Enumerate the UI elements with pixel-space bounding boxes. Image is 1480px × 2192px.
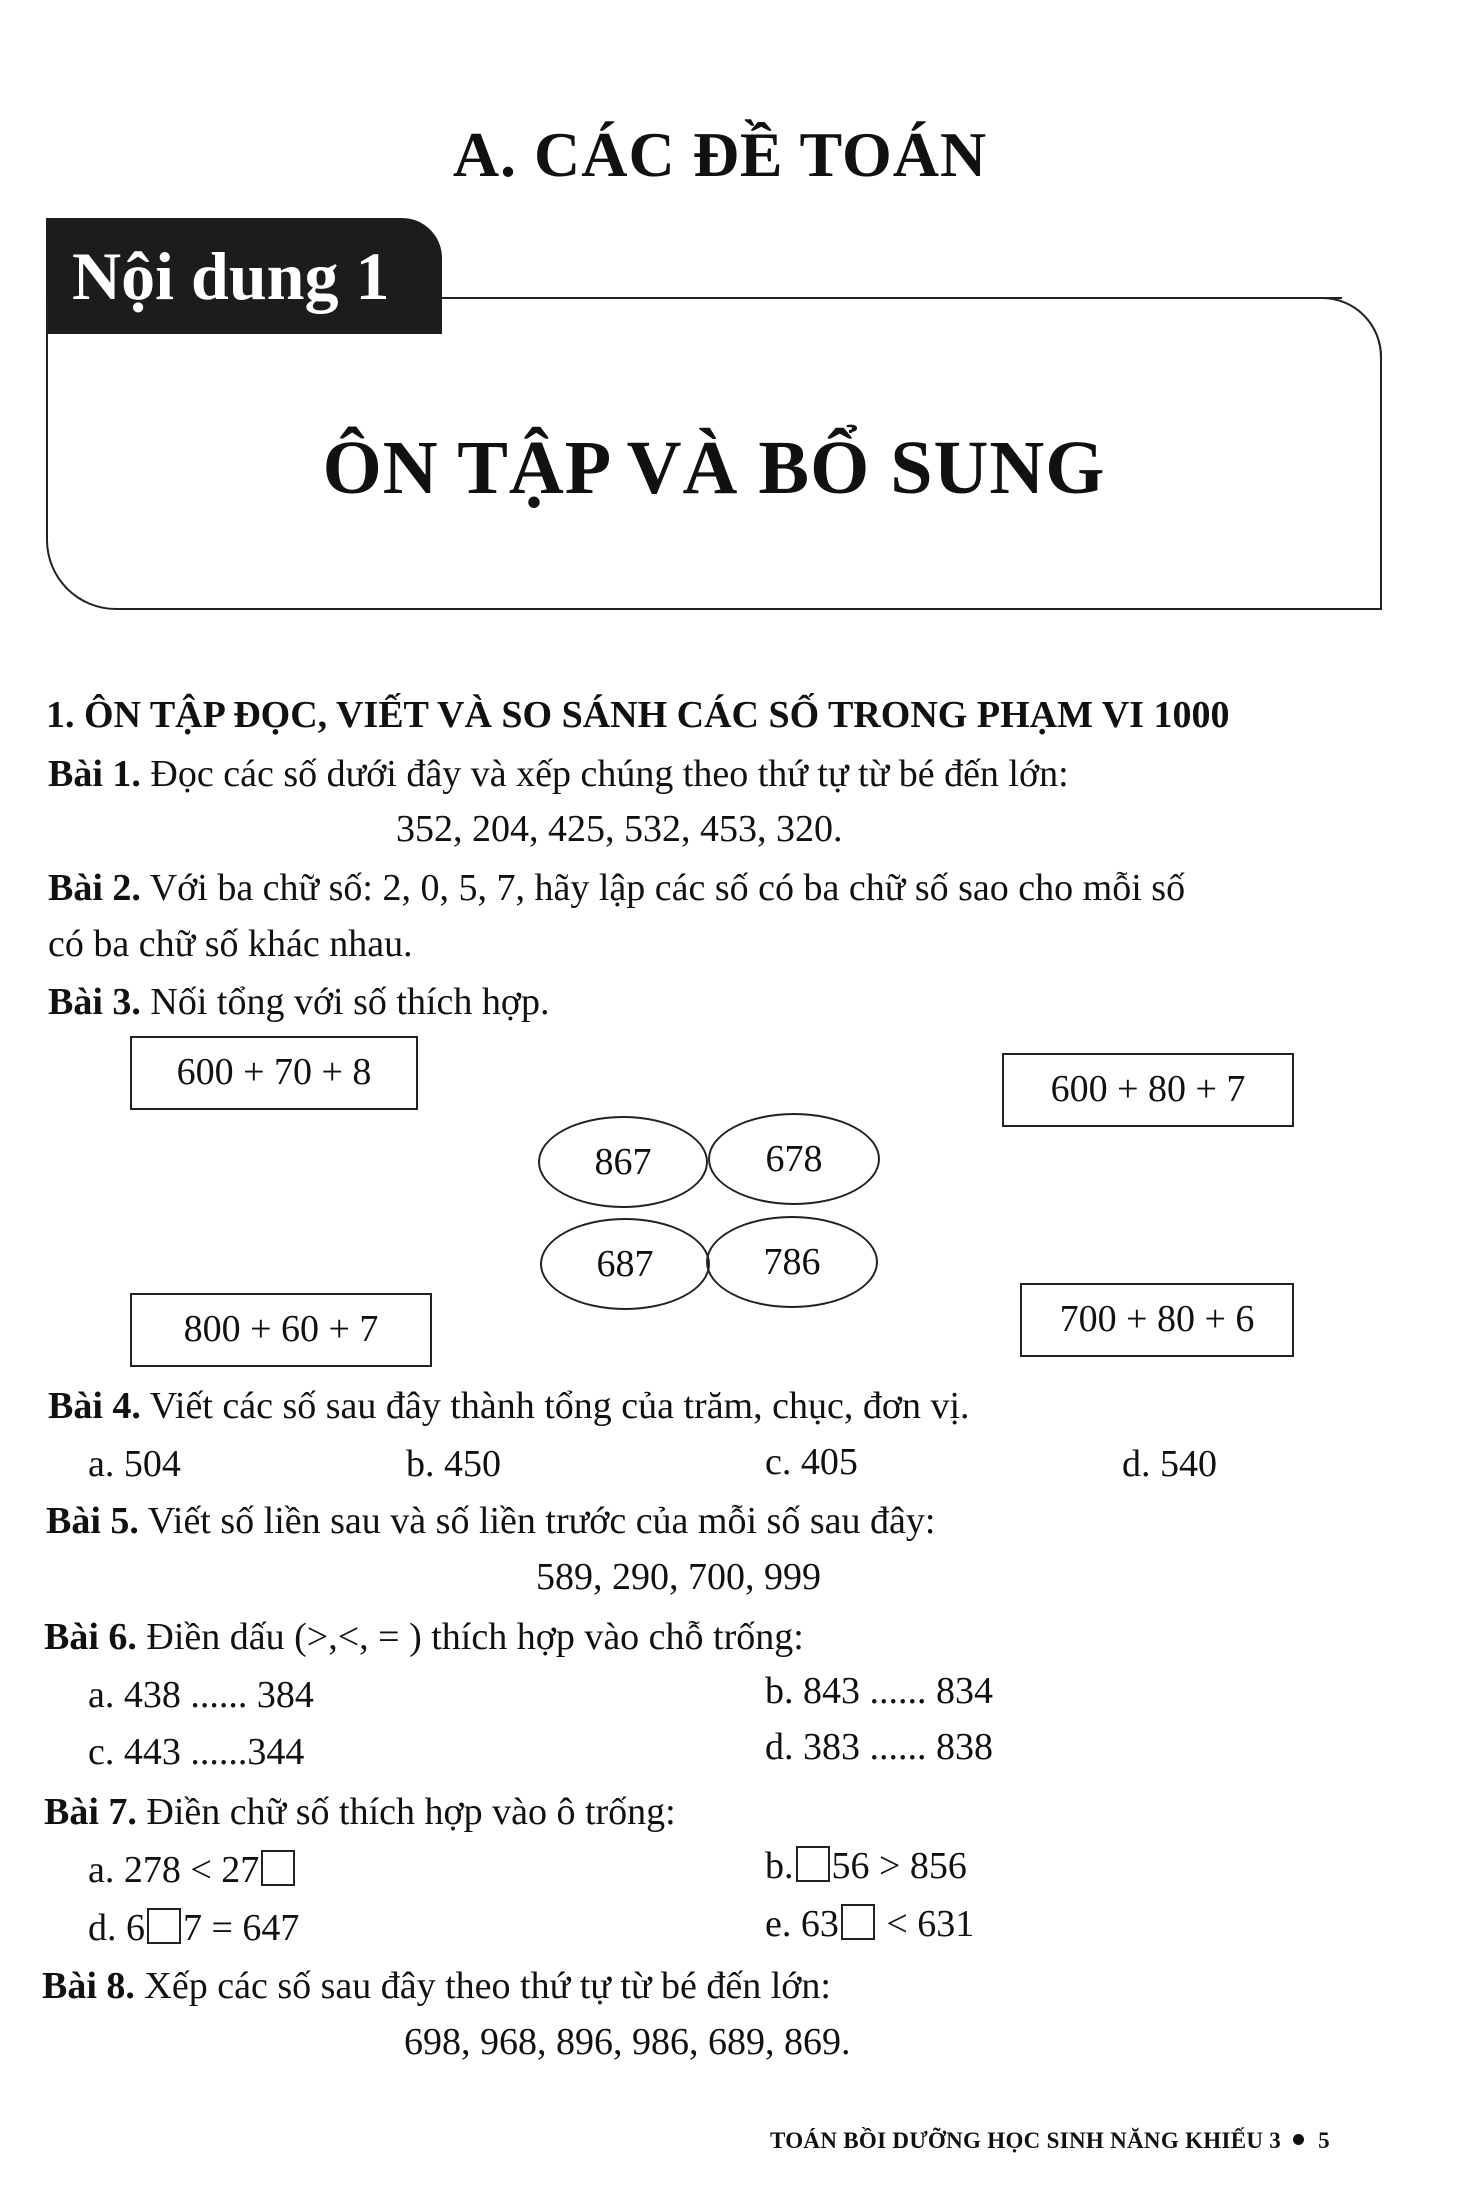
number-oval-678: 678 — [708, 1113, 880, 1205]
sum-box-2: 600 + 80 + 7 — [1002, 1053, 1294, 1127]
bullet-icon — [1293, 2134, 1304, 2145]
item-text: e. 63 — [765, 1903, 839, 1945]
exercise-text: Xếp các số sau đây theo thứ tự từ bé đến lớn: — [134, 1965, 831, 2007]
book-title: TOÁN BỒI DƯỠNG HỌC SINH NĂNG KHIẾU 3 — [770, 2128, 1282, 2153]
exercise-1-numbers: 352, 204, 425, 532, 453, 320. — [396, 808, 843, 850]
exercise-label: Bài 1. — [48, 753, 141, 795]
exercise-3 — [48, 980, 549, 1024]
number-oval-687: 687 — [540, 1218, 710, 1310]
exercise-7-item-d — [88, 1906, 299, 1950]
item-text: 7 = 647 — [183, 1907, 300, 1949]
exercise-4-item-a: a. 504 — [88, 1443, 181, 1485]
blank-box[interactable] — [147, 1908, 181, 1944]
exercise-6-item-c: c. 443 ......344 — [88, 1731, 305, 1773]
exercise-8-numbers: 698, 968, 896, 986, 689, 869. — [404, 2021, 851, 2063]
exercise-text: Điền dấu (>,<, = ) thích hợp vào chỗ trống: — [136, 1616, 804, 1658]
content-tab-label: Nội dung 1 — [46, 218, 442, 334]
exercise-label: Bài 5. — [46, 1500, 139, 1542]
exercise-7-item-b — [765, 1844, 967, 1888]
exercise-4 — [48, 1384, 970, 1428]
exercise-2 — [48, 866, 1185, 910]
exercise-text: Viết các số sau đây thành tổng của trăm, chục, đơn vị. — [140, 1385, 970, 1427]
exercise-8 — [42, 1964, 831, 2008]
exercise-6-item-b: b. 843 ...... 834 — [765, 1670, 993, 1712]
sum-box-1: 600 + 70 + 8 — [130, 1036, 418, 1110]
exercise-5-numbers: 589, 290, 700, 999 — [536, 1556, 821, 1598]
section-title: 1. ÔN TẬP ĐỌC, VIẾT VÀ SO SÁNH CÁC SỐ TRONG PHẠM VI 1000 — [46, 694, 1230, 736]
exercise-7 — [44, 1790, 676, 1834]
exercise-6 — [44, 1615, 804, 1659]
exercise-label: Bài 3. — [48, 981, 141, 1023]
number-oval-867: 867 — [538, 1116, 708, 1208]
page-heading: A. CÁC ĐỀ TOÁN — [452, 119, 988, 190]
exercise-1 — [48, 752, 1069, 796]
topic-frame-corner — [1290, 297, 1382, 397]
exercise-7-item-e — [765, 1902, 974, 1946]
item-text: a. 278 < 27 — [88, 1849, 260, 1891]
exercise-7-item-a — [88, 1848, 297, 1892]
exercise-text: Nối tổng với số thích hợp. — [140, 981, 550, 1023]
blank-box[interactable] — [841, 1904, 875, 1940]
blank-box[interactable] — [796, 1846, 830, 1882]
page-footer — [770, 2128, 1330, 2154]
exercise-label: Bài 6. — [44, 1616, 137, 1658]
page-number: 5 — [1318, 2128, 1330, 2153]
number-oval-786: 786 — [706, 1216, 878, 1308]
exercise-4-item-b: b. 450 — [406, 1443, 501, 1485]
topic-title: ÔN TẬP VÀ BỔ SUNG — [322, 426, 1106, 510]
exercise-label: Bài 8. — [42, 1965, 135, 2007]
blank-box[interactable] — [261, 1850, 295, 1886]
sum-box-4: 700 + 80 + 6 — [1020, 1283, 1294, 1357]
sum-box-3: 800 + 60 + 7 — [130, 1293, 432, 1367]
exercise-text: Viết số liền sau và số liền trước của mỗi số sau đây: — [138, 1500, 936, 1542]
item-text: < 631 — [876, 1903, 975, 1945]
exercise-6-item-a: a. 438 ...... 384 — [88, 1674, 314, 1716]
exercise-label: Bài 2. — [48, 867, 141, 909]
item-text: d. 6 — [88, 1907, 145, 1949]
item-text: 56 > 856 — [831, 1845, 967, 1887]
exercise-text: Điền chữ số thích hợp vào ô trống: — [136, 1791, 676, 1833]
exercise-4-item-c: c. 405 — [765, 1441, 858, 1483]
exercise-5 — [46, 1499, 935, 1543]
exercise-6-item-d: d. 383 ...... 838 — [765, 1726, 993, 1768]
item-text: b. — [765, 1845, 794, 1887]
exercise-text: Đọc các số dưới đây và xếp chúng theo thứ tự từ bé đến lớn: — [140, 753, 1069, 795]
exercise-4-item-d: d. 540 — [1122, 1443, 1217, 1485]
exercise-text: Với ba chữ số: 2, 0, 5, 7, hãy lập các số có ba chữ số sao cho mỗi số — [140, 867, 1186, 909]
exercise-label: Bài 4. — [48, 1385, 141, 1427]
exercise-label: Bài 7. — [44, 1791, 137, 1833]
exercise-2-continued: có ba chữ số khác nhau. — [48, 923, 413, 965]
